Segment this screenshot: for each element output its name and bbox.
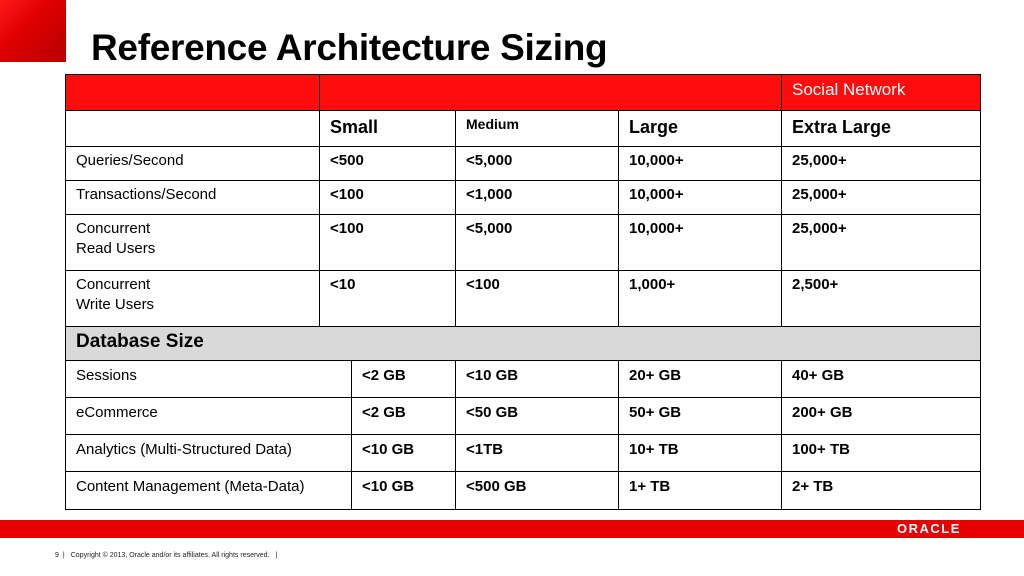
table-cell: 25,000+ <box>781 214 981 271</box>
row-label: Queries/Second <box>65 146 320 181</box>
table-cell: 10,000+ <box>618 146 782 181</box>
table-cell: <100 <box>319 180 456 215</box>
copyright-text: Copyright © 2013, Oracle and/or its affiliates. All rights reserved. <box>70 552 270 559</box>
table-cell: <10 GB <box>351 471 456 510</box>
table-cell: 100+ TB <box>781 434 981 472</box>
table-cell: 25,000+ <box>781 146 981 181</box>
row-label: Transactions/Second <box>65 180 320 215</box>
column-header-medium: Medium <box>455 110 619 147</box>
footer-red-bar <box>0 520 1024 538</box>
table-cell: <50 GB <box>455 397 619 435</box>
table-cell: 2+ TB <box>781 471 981 510</box>
table-cell: 10+ TB <box>618 434 782 472</box>
table-cell: 40+ GB <box>781 360 981 398</box>
footer <box>55 552 283 559</box>
row-label: eCommerce <box>65 397 352 435</box>
table-cell: 200+ GB <box>781 397 981 435</box>
header-span-cell <box>319 74 782 111</box>
section-header-database-size: Database Size <box>65 326 981 361</box>
column-header-blank <box>65 110 320 147</box>
table-cell: 20+ GB <box>618 360 782 398</box>
table-cell: <500 <box>319 146 456 181</box>
table-cell: 2,500+ <box>781 270 981 327</box>
row-label: Sessions <box>65 360 352 398</box>
header-corner-cell <box>65 74 320 111</box>
table-cell: <100 <box>319 214 456 271</box>
table-cell: <500 GB <box>455 471 619 510</box>
table-cell: 25,000+ <box>781 180 981 215</box>
table-cell: <1,000 <box>455 180 619 215</box>
row-label: Concurrent Read Users <box>65 214 320 271</box>
row-label: Content Management (Meta-Data) <box>65 471 352 510</box>
table-cell: 50+ GB <box>618 397 782 435</box>
table-cell: <5,000 <box>455 214 619 271</box>
table-cell: <5,000 <box>455 146 619 181</box>
social-network-header: Social Network <box>781 74 981 111</box>
table-cell: <10 GB <box>351 434 456 472</box>
table-cell: 10,000+ <box>618 180 782 215</box>
table-cell: 10,000+ <box>618 214 782 271</box>
oracle-logo: ORACLE <box>897 521 961 536</box>
table-cell: <10 GB <box>455 360 619 398</box>
row-label: Concurrent Write Users <box>65 270 320 327</box>
column-header-small: Small <box>319 110 456 147</box>
column-header-large: Large <box>618 110 782 147</box>
table-cell: 1,000+ <box>618 270 782 327</box>
footer-separator: | <box>62 552 65 559</box>
table-cell: <1TB <box>455 434 619 472</box>
column-header-extra-large: Extra Large <box>781 110 981 147</box>
table-cell: 1+ TB <box>618 471 782 510</box>
row-label: Analytics (Multi-Structured Data) <box>65 434 352 472</box>
table-cell: <10 <box>319 270 456 327</box>
table-cell: <2 GB <box>351 360 456 398</box>
table-cell: <2 GB <box>351 397 456 435</box>
table-cell: <100 <box>455 270 619 327</box>
page-number: 9 <box>55 552 59 559</box>
footer-separator: | <box>273 552 278 559</box>
page-title: Reference Architecture Sizing <box>91 27 608 68</box>
